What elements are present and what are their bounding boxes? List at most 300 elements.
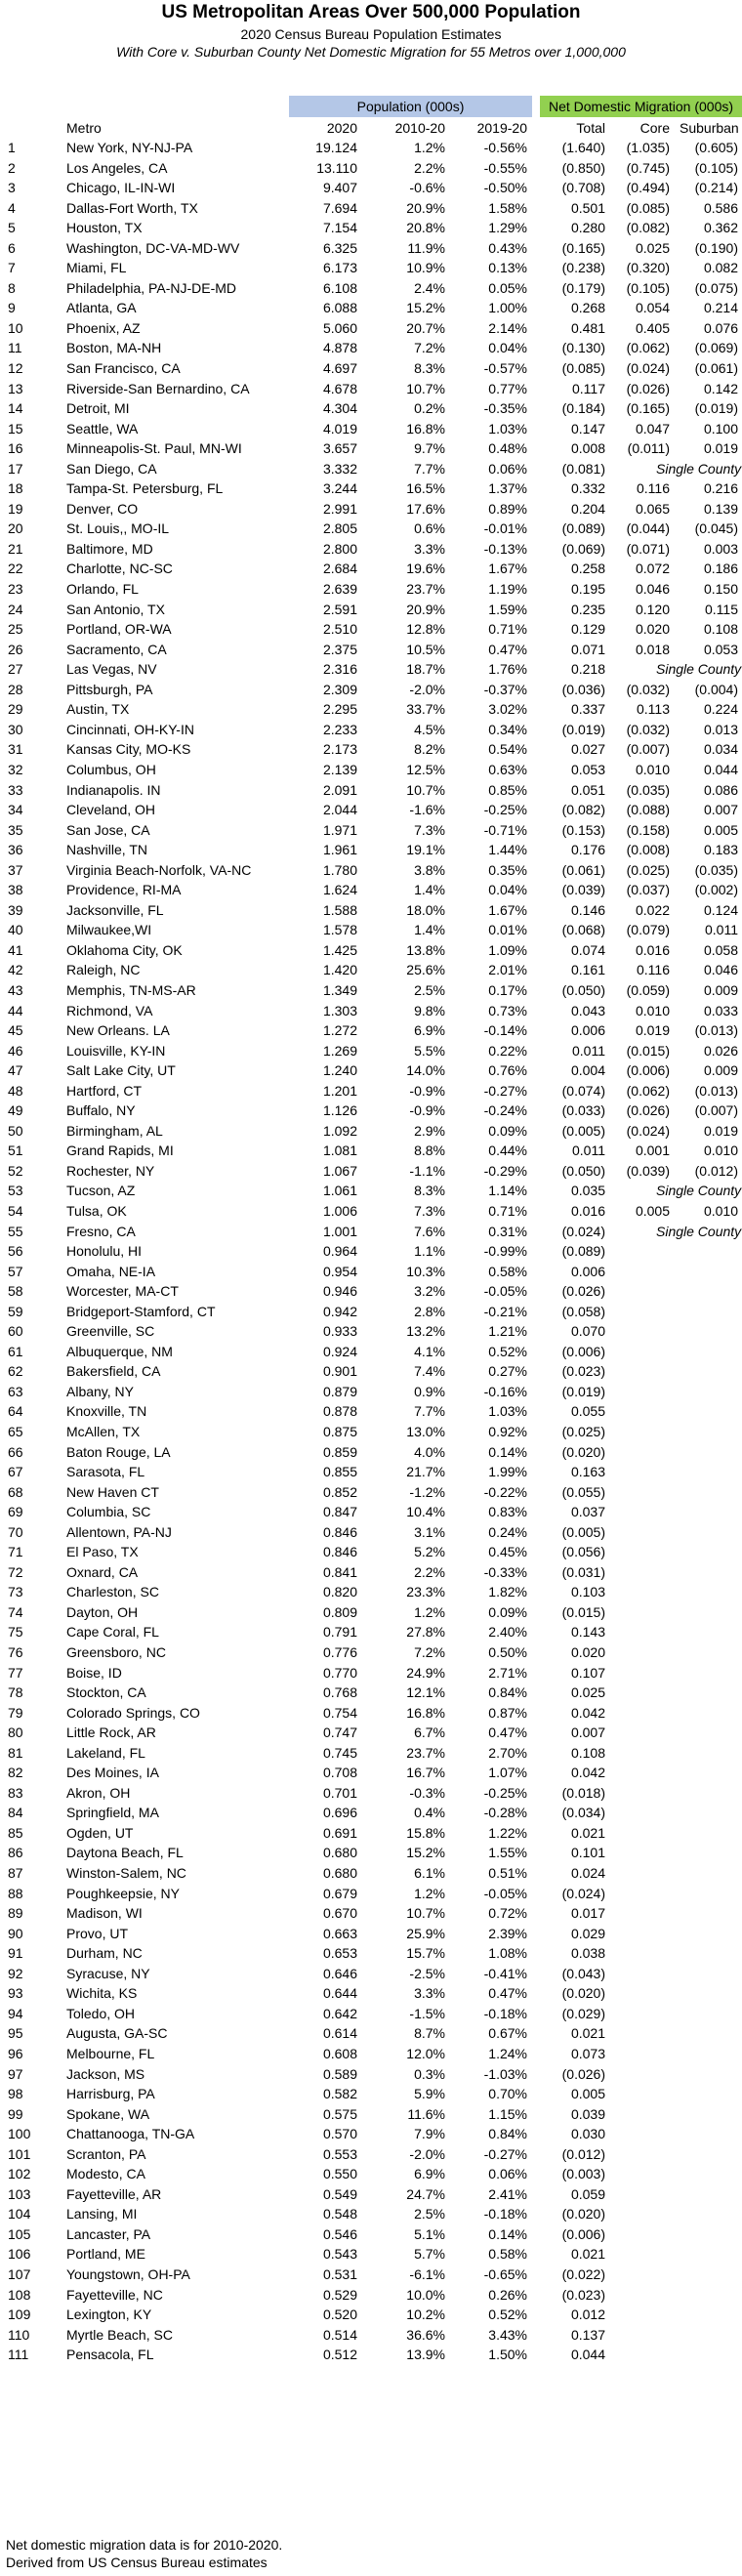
table-row [0,1342,742,1362]
migration-core-cell: (0.006) [626,1062,670,1079]
migration-total-cell: (0.050) [561,981,605,998]
table-row [0,2164,742,2184]
rank-cell: 71 [8,1544,23,1560]
growth-2019-20-cell: -0.21% [483,1303,527,1319]
metro-name-cell: Detroit, MI [66,400,130,417]
growth-2010-20-cell: 12.0% [406,2045,445,2061]
metro-name-cell: Portland, ME [66,2246,145,2263]
metro-name-cell: Fresno, CA [66,1223,136,1239]
metro-name-cell: Youngstown, OH-PA [66,2265,190,2282]
growth-2010-20-cell: 17.6% [406,500,445,517]
table-row [0,1964,742,1984]
table-row [0,2325,742,2346]
table-row [0,358,742,379]
rank-cell: 100 [8,2126,31,2142]
migration-suburban-cell: 0.009 [703,981,738,998]
migration-total-cell: (0.018) [561,1784,605,1801]
metro-name-cell: Daytona Beach, FL [66,1845,184,1861]
growth-2019-20-cell: 2.39% [488,1925,527,1941]
migration-total-cell: (0.020) [561,1985,605,2002]
population-2020-cell: 0.747 [322,1724,357,1741]
migration-total-cell: 0.070 [570,1323,605,1340]
growth-2010-20-cell: 8.7% [414,2025,445,2042]
population-2020-cell: 0.946 [322,1283,357,1300]
table-row [0,338,742,358]
migration-total-cell: 0.129 [570,621,605,638]
rank-cell: 14 [8,400,23,417]
growth-2010-20-cell: 1.2% [414,1603,445,1620]
migration-total-cell: 0.021 [570,2246,605,2263]
growth-2019-20-cell: 0.44% [488,1143,527,1159]
rank-cell: 13 [8,380,23,396]
growth-2010-20-cell: 2.5% [414,2206,445,2223]
population-2020-cell: 0.543 [322,2246,357,2263]
growth-2019-20-cell: -0.24% [483,1102,527,1119]
rank-cell: 84 [8,1805,23,1821]
metro-name-cell: Tulsa, OK [66,1202,127,1219]
table-row [0,900,742,921]
growth-2010-20-cell: 3.3% [414,1985,445,2002]
metro-name-cell: Des Moines, IA [66,1765,159,1781]
growth-2010-20-cell: 10.3% [406,1263,445,1279]
growth-2010-20-cell: 24.7% [406,2185,445,2202]
metro-name-cell: Allentown, PA-NJ [66,1523,172,1540]
growth-2019-20-cell: 0.73% [488,1002,527,1018]
migration-total-cell: 0.195 [570,581,605,598]
rank-cell: 73 [8,1584,23,1600]
rank-cell: 12 [8,360,23,377]
population-2020-cell: 0.768 [322,1684,357,1701]
metro-name-cell: Melbourne, FL [66,2045,155,2061]
migration-total-cell: 0.501 [570,199,605,216]
footnote-migration: Net domestic migration data is for 2010-2020. [6,2537,283,2553]
growth-2010-20-cell: 2.2% [414,1563,445,1580]
metro-name-cell: Richmond, VA [66,1002,153,1018]
migration-suburban-cell: (0.214) [694,180,738,196]
migration-total-cell: (0.184) [561,400,605,417]
metro-name-cell: Milwaukee,WI [66,922,152,938]
migration-total-cell: 0.071 [570,641,605,657]
population-2020-cell: 0.901 [322,1363,357,1380]
rank-cell: 102 [8,2166,31,2182]
rank-cell: 68 [8,1483,23,1500]
column-header-core: Core [639,120,670,136]
migration-suburban-cell: (0.019) [694,400,738,417]
population-2020-cell: 0.809 [322,1603,357,1620]
metro-name-cell: Pittsburgh, PA [66,681,153,697]
table-row [0,1703,742,1724]
growth-2019-20-cell: 1.67% [488,561,527,577]
growth-2019-20-cell: 1.03% [488,1403,527,1420]
population-2020-cell: 0.875 [322,1424,357,1439]
growth-2019-20-cell: 0.71% [488,621,527,638]
population-2020-cell: 2.510 [322,621,357,638]
migration-total-cell: (0.179) [561,279,605,296]
migration-total-cell: (0.003) [561,2166,605,2182]
metro-name-cell: Chicago, IL-IN-WI [66,180,176,196]
migration-suburban-cell: 0.046 [703,962,738,978]
migration-core-cell: (0.026) [626,1102,670,1119]
rank-cell: 38 [8,882,23,898]
migration-core-cell: 0.019 [635,1022,670,1039]
metro-name-cell: Louisville, KY-IN [66,1042,166,1059]
growth-2019-20-cell: 0.17% [488,981,527,998]
table-row [0,1924,742,1944]
table-row [0,579,742,600]
growth-2019-20-cell: 1.55% [488,1845,527,1861]
table-row [0,680,742,700]
table-row [0,880,742,900]
metro-name-cell: Poughkeepsie, NY [66,1885,180,1901]
metro-name-cell: Worcester, MA-CT [66,1283,179,1300]
migration-total-cell: 0.074 [570,941,605,958]
migration-total-cell: 0.011 [572,1143,605,1159]
population-2020-cell: 1.971 [322,821,357,838]
migration-total-cell: 0.042 [570,1704,605,1721]
metro-name-cell: Myrtle Beach, SC [66,2326,173,2343]
page-subtitle: 2020 Census Bureau Population Estimates [240,26,502,42]
growth-2019-20-cell: 0.05% [488,279,527,296]
population-2020-cell: 0.680 [322,1845,357,1861]
growth-2010-20-cell: 7.2% [414,1644,445,1661]
table-row [0,1983,742,2004]
metro-name-cell: Spokane, WA [66,2105,150,2122]
table-row [0,2064,742,2085]
growth-2010-20-cell: 7.9% [414,2126,445,2142]
rank-cell: 54 [8,1202,23,1219]
migration-total-cell: (0.039) [561,882,605,898]
growth-2010-20-cell: 13.0% [406,1424,445,1439]
rank-cell: 52 [8,1162,23,1179]
population-2020-cell: 1.067 [322,1162,357,1179]
rank-cell: 37 [8,861,23,878]
growth-2019-20-cell: 1.09% [488,941,527,958]
growth-2019-20-cell: 0.52% [488,2306,527,2323]
metro-name-cell: Grand Rapids, MI [66,1143,174,1159]
migration-suburban-cell: 0.139 [703,500,738,517]
migration-suburban-cell: 0.100 [703,420,738,436]
rank-cell: 63 [8,1383,23,1399]
growth-2010-20-cell: 27.8% [406,1624,445,1641]
population-2020-cell: 2.375 [322,641,357,657]
growth-2019-20-cell: 2.71% [488,1664,527,1681]
growth-2019-20-cell: -0.50% [483,180,527,196]
rank-cell: 105 [8,2225,31,2242]
migration-total-cell: (0.020) [561,1443,605,1460]
metro-name-cell: Knoxville, TN [66,1403,147,1420]
table-row [0,2084,742,2104]
metro-name-cell: Fayetteville, NC [66,2286,163,2303]
column-header-2019-20: 2019-20 [476,120,527,136]
population-2020-cell: 4.678 [322,380,357,396]
table-row [0,198,742,219]
table-row [0,1522,742,1543]
metro-name-cell: Ogden, UT [66,1824,134,1841]
population-2020-cell: 0.770 [322,1664,357,1681]
growth-2019-20-cell: 0.83% [488,1504,527,1520]
population-2020-cell: 4.878 [322,340,357,356]
column-header-2020: 2020 [326,120,357,136]
migration-core-cell: 0.005 [635,1202,670,1219]
growth-2010-20-cell: 23.7% [406,581,445,598]
footnote-source: Derived from US Census Bureau estimates [6,2555,268,2570]
rank-cell: 26 [8,641,23,657]
rank-cell: 11 [8,340,22,356]
column-header-2010-20: 2010-20 [394,120,445,136]
population-band-header: Population (000s) [289,96,532,117]
population-2020-cell: 1.092 [322,1122,357,1139]
migration-suburban-cell: 0.011 [705,922,738,938]
table-row [0,1361,742,1382]
growth-2010-20-cell: 10.2% [406,2306,445,2323]
migration-suburban-cell: (0.035) [694,861,738,878]
metro-name-cell: Toledo, OH [66,2005,136,2021]
growth-2010-20-cell: 14.0% [406,1062,445,1079]
growth-2010-20-cell: 5.7% [414,2246,445,2263]
metro-name-cell: Raleigh, NC [66,962,141,978]
metro-name-cell: St. Louis,, MO-IL [66,520,170,537]
migration-suburban-cell: (0.013) [694,1022,738,1039]
metro-name-cell: Little Rock, AR [66,1724,156,1741]
rank-cell: 18 [8,480,23,497]
table-row [0,1382,742,1402]
growth-2010-20-cell: 9.7% [414,440,445,457]
migration-total-cell: (0.130) [561,340,605,356]
metro-name-cell: Akron, OH [66,1784,131,1801]
population-2020-cell: 19.124 [315,140,357,155]
metro-name-cell: El Paso, TX [66,1544,139,1560]
growth-2019-20-cell: -0.65% [483,2265,527,2282]
migration-suburban-cell: (0.012) [694,1162,738,1179]
table-row [0,760,742,780]
growth-2019-20-cell: 0.27% [488,1363,527,1380]
population-2020-cell: 0.791 [322,1624,357,1641]
page-note: With Core v. Suburban County Net Domestic Migration for 55 Metros over 1,000,000 [116,44,626,60]
growth-2019-20-cell: 0.34% [488,721,527,737]
migration-core-cell: 0.047 [635,420,670,436]
table-row [0,1422,742,1442]
growth-2010-20-cell: 16.8% [406,420,445,436]
metro-name-cell: Los Angeles, CA [66,159,168,176]
table-row [0,1161,742,1182]
migration-suburban-cell: 0.183 [703,842,738,858]
population-2020-cell: 0.531 [322,2265,357,2282]
growth-2019-20-cell: 0.13% [488,260,527,276]
rank-cell: 27 [8,661,23,678]
growth-2019-20-cell: 0.09% [488,1603,527,1620]
rank-cell: 65 [8,1424,23,1439]
rank-cell: 76 [8,1644,23,1661]
growth-2019-20-cell: 0.87% [488,1704,527,1721]
growth-2019-20-cell: 0.72% [488,1905,527,1922]
migration-suburban-cell: 0.003 [703,540,738,557]
growth-2010-20-cell: 8.8% [414,1143,445,1159]
migration-suburban-cell: 0.086 [703,781,738,798]
metro-name-cell: Lansing, MI [66,2206,138,2223]
population-2020-cell: 0.582 [322,2086,357,2102]
migration-suburban-cell: 0.013 [703,721,738,737]
growth-2010-20-cell: 8.3% [414,360,445,377]
rank-cell: 44 [8,1002,23,1018]
table-row [0,1622,742,1642]
rank-cell: 62 [8,1363,23,1380]
population-2020-cell: 0.846 [322,1544,357,1560]
migration-suburban-cell: 0.058 [703,941,738,958]
growth-2010-20-cell: 0.9% [414,1383,445,1399]
growth-2010-20-cell: 1.4% [414,882,445,898]
migration-total-cell: 0.137 [570,2326,605,2343]
table-row [0,1823,742,1844]
growth-2010-20-cell: 18.7% [406,661,445,678]
migration-core-cell: (0.062) [626,340,670,356]
migration-total-cell: 0.017 [570,1905,605,1922]
metro-name-cell: Modesto, CA [66,2166,145,2182]
migration-suburban-cell: 0.586 [703,199,738,216]
population-2020-cell: 1.081 [322,1143,357,1159]
migration-suburban-cell: (0.605) [694,140,738,155]
rank-cell: 45 [8,1022,23,1039]
population-2020-cell: 7.694 [322,199,357,216]
growth-2010-20-cell: 1.4% [414,922,445,938]
growth-2010-20-cell: 7.6% [414,1223,445,1239]
migration-total-cell: 0.030 [570,2126,605,2142]
metro-name-cell: Lakeland, FL [66,1744,145,1761]
population-2020-cell: 0.701 [322,1784,357,1801]
migration-total-cell: 0.258 [570,561,605,577]
rank-cell: 1 [8,140,16,155]
migration-total-cell: (0.055) [561,1483,605,1500]
migration-total-cell: (0.165) [561,239,605,256]
rank-cell: 67 [8,1464,23,1480]
metro-name-cell: Durham, NC [66,1945,143,1962]
population-2020-cell: 0.878 [322,1403,357,1420]
rank-cell: 20 [8,520,23,537]
migration-total-cell: (0.043) [561,1965,605,1981]
table-row [0,980,742,1001]
table-row [0,1201,742,1222]
migration-total-cell: 0.005 [570,2086,605,2102]
migration-core-cell: (0.008) [626,842,670,858]
rank-cell: 96 [8,2045,23,2061]
growth-2010-20-cell: 7.7% [414,1403,445,1420]
population-2020-cell: 0.514 [322,2326,357,2343]
metro-name-cell: Virginia Beach-Norfolk, VA-NC [66,861,252,878]
population-2020-cell: 0.855 [322,1464,357,1480]
migration-suburban-cell: (0.061) [694,360,738,377]
table-row [0,238,742,259]
migration-suburban-cell: 0.115 [705,601,738,617]
migration-suburban-cell: 0.034 [703,741,738,758]
migration-core-cell: 0.405 [635,319,670,336]
migration-total-cell: 0.101 [570,1845,605,1861]
rank-cell: 47 [8,1062,23,1079]
table-row [0,2345,742,2365]
migration-total-cell: (0.020) [561,2206,605,2223]
migration-total-cell: (0.034) [561,1805,605,1821]
migration-total-cell: (0.708) [561,180,605,196]
metro-name-cell: Provo, UT [66,1925,129,1941]
table-row [0,2204,742,2224]
population-2020-cell: 0.646 [322,1965,357,1981]
growth-2019-20-cell: 0.71% [488,1202,527,1219]
table-row [0,1281,742,1302]
migration-total-cell: 0.218 [570,661,605,678]
rank-cell: 17 [8,460,23,477]
growth-2019-20-cell: -0.22% [483,1483,527,1500]
migration-suburban-cell: 0.082 [703,260,738,276]
metro-name-cell: Portland, OR-WA [66,621,172,638]
growth-2019-20-cell: 0.67% [488,2025,527,2042]
migration-suburban-cell: 0.224 [703,701,738,718]
population-2020-cell: 0.708 [322,1765,357,1781]
population-2020-cell: 1.425 [322,941,357,958]
migration-total-cell: 0.043 [570,1002,605,1018]
metro-name-cell: Oxnard, CA [66,1563,139,1580]
growth-2019-20-cell: 3.02% [488,701,527,718]
metro-name-cell: Birmingham, AL [66,1122,163,1139]
growth-2019-20-cell: 2.41% [488,2185,527,2202]
metro-name-cell: New Haven CT [66,1483,159,1500]
table-row [0,780,742,801]
growth-2019-20-cell: 0.58% [488,2246,527,2263]
rank-cell: 98 [8,2086,23,2102]
migration-total-cell: 0.037 [570,1504,605,1520]
rank-cell: 34 [8,802,23,818]
migration-core-cell: (0.032) [626,721,670,737]
migration-suburban-cell: 0.108 [703,621,738,638]
growth-2019-20-cell: 1.37% [488,480,527,497]
migration-total-cell: (0.085) [561,360,605,377]
migration-suburban-cell: 0.033 [703,1002,738,1018]
table-row [0,1181,742,1201]
rank-cell: 108 [8,2286,31,2303]
metro-name-cell: Columbia, SC [66,1504,151,1520]
growth-2010-20-cell: 7.4% [414,1363,445,1380]
growth-2019-20-cell: -1.03% [483,2065,527,2082]
rank-cell: 58 [8,1283,23,1300]
population-2020-cell: 1.961 [322,842,357,858]
rank-cell: 55 [8,1223,23,1239]
table-row [0,1121,742,1142]
growth-2019-20-cell: 0.63% [488,761,527,777]
growth-2019-20-cell: 1.82% [488,1584,527,1600]
metro-name-cell: Fayetteville, AR [66,2185,162,2202]
growth-2019-20-cell: 1.08% [488,1945,527,1962]
migration-suburban-cell: 0.076 [703,319,738,336]
migration-total-cell: 0.027 [570,741,605,758]
population-2020-cell: 0.614 [322,2025,357,2042]
rank-cell: 9 [8,300,16,316]
migration-total-cell: 0.107 [570,1664,605,1681]
metro-name-cell: San Jose, CA [66,821,150,838]
growth-2010-20-cell: 7.3% [414,1202,445,1219]
rank-cell: 91 [8,1945,23,1962]
population-2020-cell: 6.173 [322,260,357,276]
metro-name-cell: Sarasota, FL [66,1464,145,1480]
growth-2010-20-cell: -0.9% [409,1082,445,1099]
metro-name-cell: Columbus, OH [66,761,156,777]
rank-cell: 24 [8,601,23,617]
growth-2010-20-cell: 23.3% [406,1584,445,1600]
table-row [0,1482,742,1503]
growth-2019-20-cell: 2.40% [488,1624,527,1641]
migration-total-cell: 0.337 [570,701,605,718]
population-2020-cell: 0.575 [322,2105,357,2122]
rank-cell: 41 [8,941,23,958]
growth-2019-20-cell: -0.57% [483,360,527,377]
population-2020-cell: 0.644 [322,1985,357,2002]
rank-cell: 21 [8,540,23,557]
